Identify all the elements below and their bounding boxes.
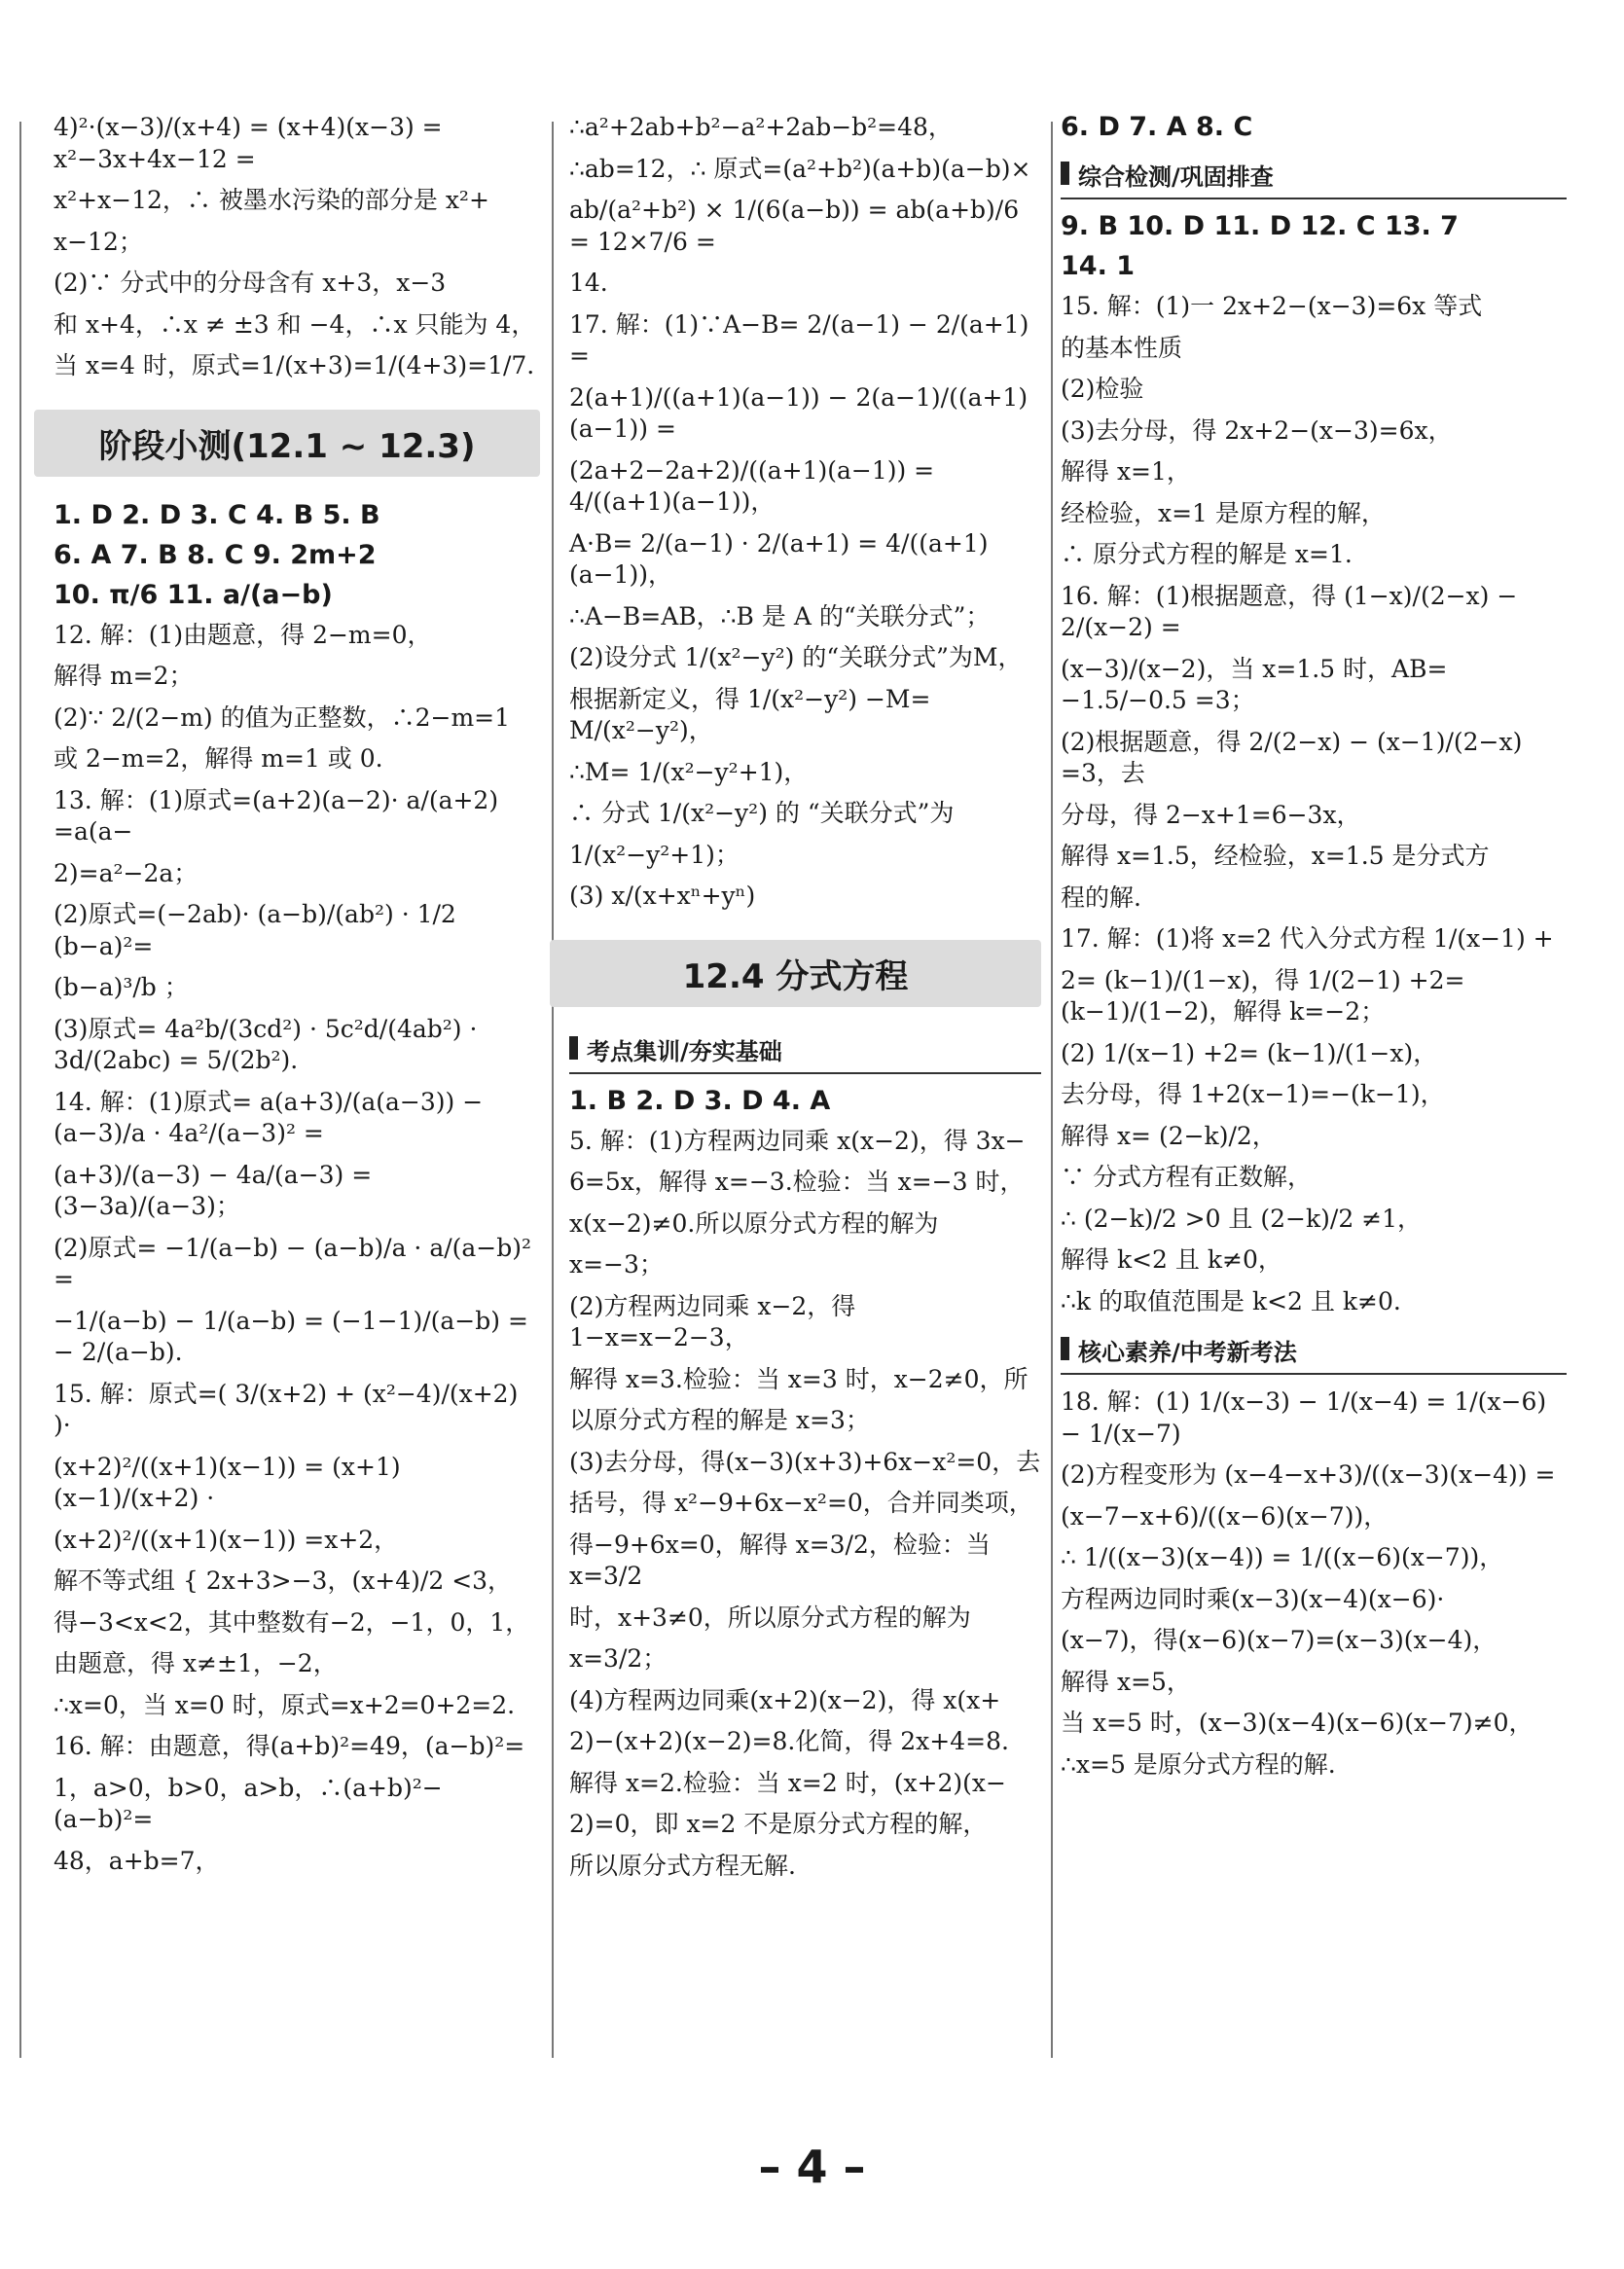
solution-line: ∴x=0，当 x=0 时，原式=x+2=0+2=2. — [54, 1690, 516, 1719]
section-banner-12-4: 12.4 分式方程 — [550, 940, 1041, 1007]
solution-line: 16. 解：(1)根据题意，得 (1−x)/(2−x) − 2/(x−2) = — [1061, 581, 1518, 641]
solution-line: −1/(a−b) − 1/(a−b) = (−1−1)/(a−b) = − 2/(a−b). — [54, 1306, 528, 1366]
solution-line: 2)=a²−2a； — [54, 858, 198, 887]
solution-line: ∴M= 1/(x²−y²+1)， — [569, 757, 809, 786]
subhead-comprehensive: 综合检测/巩固排查 — [1061, 156, 1567, 199]
solution-line: 时，x+3≠0，所以原分式方程的解为 — [569, 1603, 971, 1632]
solution-line: (2)方程两边同乘 x−2，得 1−x=x−2−3， — [569, 1291, 856, 1351]
solution-line: 14. — [569, 269, 608, 297]
solution-line: 经检验，x=1 是原方程的解， — [1061, 498, 1386, 527]
solution-line: (2)∵ 分式中的分母含有 x+3，x−3 — [54, 269, 447, 297]
solution-line: 1，a>0，b>0，a>b，∴(a+b)²−(a−b)²= — [54, 1773, 443, 1833]
solution-line: x−12； — [54, 227, 143, 256]
solution-line: 4)²·(x−3)/(x+4) = (x+4)(x−3) = x²−3x+4x−12 = — [54, 113, 443, 173]
section-banner-stage-quiz: 阶段小测(12.1 ~ 12.3) — [34, 410, 540, 477]
solution-line: (a+3)/(a−3) − 4a/(a−3) = (3−3a)/(a−3)； — [54, 1160, 373, 1220]
column-1 — [54, 112, 540, 2058]
solution-line: 解得 x=5， — [1061, 1667, 1191, 1696]
solution-line: 程的解. — [1061, 882, 1141, 912]
column-divider-2 — [1051, 122, 1053, 2058]
col1-solutions-top — [54, 112, 540, 382]
solution-line: 5. 解：(1)方程两边同乘 x(x−2)，得 3x− — [569, 1126, 1026, 1155]
solution-line: (4)方程两边同乘(x+2)(x−2)，得 x(x+ — [569, 1685, 1001, 1714]
solution-line: 由题意，得 x≠±1，−2， — [54, 1649, 338, 1677]
solution-line: x=3/2； — [569, 1644, 668, 1673]
solution-line: 根据新定义，得 1/(x²−y²) −M= M/(x²−y²)， — [569, 684, 931, 744]
solution-line: (2) 1/(x−1) +2= (k−1)/(1−x)， — [1061, 1038, 1438, 1067]
answers-row-6-8: 6. D 7. A 8. C — [1061, 112, 1253, 142]
solution-line: 以原分式方程的解是 x=3； — [569, 1406, 870, 1434]
solution-line: A·B= 2/(a−1) · 2/(a+1) = 4/((a+1)(a−1))， — [569, 528, 989, 589]
solution-line: (x−7−x+6)/((x−6)(x−7))， — [1061, 1501, 1389, 1531]
solution-line: x=−3； — [569, 1250, 664, 1279]
column-2 — [569, 112, 1041, 2058]
col2-solutions-top — [569, 112, 1041, 913]
solution-line: x²+x−12，∴ 被墨水污染的部分是 x²+ — [54, 186, 489, 214]
solution-line: (x+2)²/((x+1)(x−1)) = (x+1)(x−1)/(x+2) · — [54, 1452, 401, 1512]
solution-line: 17. 解：(1)∵A−B= 2/(a−1) − 2/(a+1) = — [569, 309, 1029, 370]
column-3 — [1061, 112, 1567, 2058]
solution-line: ∵ 分式方程有正数解， — [1061, 1163, 1312, 1191]
solution-line: (x−7)，得(x−6)(x−7)=(x−3)(x−4)， — [1061, 1626, 1498, 1654]
solution-line: 括号，得 x²−9+6x−x²=0，合并同类项， — [569, 1489, 1033, 1517]
solution-line: 15. 解：(1)一 2x+2−(x−3)=6x 等式 — [1061, 292, 1483, 320]
answers-row-2: 6. A 7. B 8. C 9. 2m+2 — [54, 539, 377, 570]
solution-line: 解得 x=3.检验：当 x=3 时，x−2≠0，所 — [569, 1364, 1029, 1393]
solution-line: 2)−(x+2)(x−2)=8.化简，得 2x+4=8. — [569, 1727, 1009, 1755]
solution-line: ∴a²+2ab+b²−a²+2ab−b²=48， — [569, 113, 953, 141]
solution-line: 2= (k−1)/(1−x)，得 1/(2−1) +2= (k−1)/(1−2)，解得 k=−2； — [1061, 965, 1465, 1026]
solution-line: 去分母，得 1+2(x−1)=−(k−1)， — [1061, 1080, 1445, 1108]
solution-line: ∴ 1/((x−3)(x−4)) = 1/((x−6)(x−7))， — [1061, 1543, 1504, 1571]
solution-line: (2)原式=(−2ab)· (a−b)/(ab²) · 1/2 (b−a)²= — [54, 900, 456, 960]
subhead-basics: 考点集训/夯实基础 — [569, 1030, 1041, 1074]
solution-line: 得−9+6x=0，解得 x=3/2，检验：当 x=3/2 — [569, 1530, 991, 1590]
left-border-rule — [19, 122, 21, 2058]
solution-line: 和 x+4，∴x ≠ ±3 和 −4，∴x 只能为 4， — [54, 309, 536, 339]
page-number: – 4 – — [758, 2141, 866, 2193]
solution-line: (2)根据题意，得 2/(2−x) − (x−1)/(2−x) =3，去 — [1061, 727, 1523, 787]
solution-line: ∴ab=12，∴ 原式=(a²+b²)(a+b)(a−b)× — [569, 154, 1031, 183]
col2-solutions-bottom — [569, 1126, 1041, 1883]
solution-line: 2(a+1)/((a+1)(a−1)) − 2(a−1)/((a+1)(a−1)) = — [569, 382, 1029, 443]
solution-line: 分母，得 2−x+1=6−3x， — [1061, 800, 1361, 829]
solution-line: (2)原式= −1/(a−b) − (a−b)/a · a/(a−b)² = — [54, 1233, 532, 1293]
col1-solutions-bottom — [54, 620, 540, 1878]
solution-line: (x−3)/(x−2)，当 x=1.5 时，AB= −1.5/−0.5 =3； — [1061, 654, 1448, 714]
solution-line: ∴x=5 是原分式方程的解. — [1061, 1749, 1336, 1779]
solution-line: (2)∵ 2/(2−m) 的值为正整数，∴2−m=1 — [54, 702, 511, 732]
solution-line: 16. 解：由题意，得(a+b)²=49，(a−b)²= — [54, 1732, 525, 1760]
solution-line: (b−a)³/b ； — [54, 973, 189, 1001]
solution-line: ∴ 原分式方程的解是 x=1. — [1061, 540, 1353, 568]
solution-line: 所以原分式方程无解. — [569, 1851, 796, 1880]
col3-solutions-bottom — [1061, 1387, 1567, 1781]
solution-line: (3)原式= 4a²b/(3cd²) · 5c²d/(4ab²) · 3d/(2abc) = 5/(2b²). — [54, 1014, 478, 1074]
solution-line: 得−3<x<2，其中整数有−2，−1，0，1， — [54, 1607, 530, 1637]
answers-row-basics: 1. B 2. D 3. D 4. A — [569, 1085, 831, 1116]
solution-line: (3)去分母，得 2x+2−(x−3)=6x， — [1061, 415, 1453, 445]
solution-line: (x+2)²/((x+1)(x−1)) =x+2， — [54, 1525, 399, 1554]
subhead-core-literacy: 核心素养/中考新考法 — [1061, 1331, 1567, 1375]
solution-line: (2)检验 — [1061, 375, 1144, 403]
col3-solutions-top — [1061, 291, 1567, 1317]
answers-row-3: 10. π/6 11. a/(a−b) — [54, 579, 333, 610]
solution-line: 15. 解：原式=( 3/(x+2) + (x²−4)/(x+2) )· — [54, 1379, 519, 1439]
solution-line: 当 x=5 时，(x−3)(x−4)(x−6)(x−7)≠0， — [1061, 1709, 1534, 1737]
solution-line: 解得 x=1.5，经检验，x=1.5 是分式方 — [1061, 842, 1490, 870]
solution-line: 解得 x= (2−k)/2， — [1061, 1121, 1277, 1150]
solution-line: ∴ 分式 1/(x²−y²) 的 “关联分式”为 — [569, 799, 955, 827]
solution-line: 17. 解：(1)将 x=2 代入分式方程 1/(x−1) + — [1061, 924, 1554, 953]
column-divider-1 — [552, 122, 554, 2058]
solution-line: 13. 解：(1)原式=(a+2)(a−2)· a/(a+2) =a(a− — [54, 785, 499, 846]
solution-line: 1/(x²−y²+1)； — [569, 840, 740, 869]
solution-line: 的基本性质 — [1061, 333, 1183, 362]
solution-line: 12. 解：(1)由题意，得 2−m=0， — [54, 620, 432, 649]
solution-line: 2)=0，即 x=2 不是原分式方程的解， — [569, 1810, 988, 1838]
solution-line: 解不等式组 { 2x+3>−3，(x+4)/2 <3， — [54, 1567, 513, 1595]
solution-line: 18. 解：(1) 1/(x−3) − 1/(x−4) = 1/(x−6) − 1/(x−7) — [1061, 1387, 1547, 1448]
answers-row-1: 1. D 2. D 3. C 4. B 5. B — [54, 499, 380, 530]
answers-row-14: 14. 1 — [1061, 251, 1136, 281]
solution-line: 解得 x=2.检验：当 x=2 时，(x+2)(x− — [569, 1768, 1006, 1797]
solution-line: 48，a+b=7， — [54, 1846, 220, 1875]
solution-line: 解得 m=2； — [54, 662, 194, 690]
solution-line: x(x−2)≠0.所以原分式方程的解为 — [569, 1208, 939, 1238]
solution-line: 解得 k<2 且 k≠0， — [1061, 1245, 1282, 1274]
solution-line: 6=5x，解得 x=−3.检验：当 x=−3 时， — [569, 1168, 1025, 1196]
solution-line: 解得 x=1， — [1061, 457, 1191, 486]
solution-line: ab/(a²+b²) × 1/(6(a−b)) = ab(a+b)/6 = 12×7/6 = — [569, 196, 1020, 256]
solution-line: ∴k 的取值范围是 k<2 且 k≠0. — [1061, 1286, 1401, 1315]
answers-row-9-13: 9. B 10. D 11. D 12. C 13. 7 — [1061, 211, 1459, 241]
solution-line: 14. 解：(1)原式= a(a+3)/(a(a−3)) − (a−3)/a · 4a²/(a−3)² = — [54, 1087, 484, 1147]
solution-line: (2a+2−2a+2)/((a+1)(a−1)) = 4/((a+1)(a−1))， — [569, 455, 935, 516]
solution-line: (3)去分母，得(x−3)(x+3)+6x−x²=0，去 — [569, 1447, 1041, 1476]
solution-line: 当 x=4 时，原式=1/(x+3)=1/(4+3)=1/7. — [54, 351, 535, 379]
solution-line: (2)设分式 1/(x²−y²) 的“关联分式”为M， — [569, 643, 1023, 671]
solution-line: ∴ (2−k)/2 >0 且 (2−k)/2 ≠1， — [1061, 1204, 1423, 1233]
solution-line: (2)方程变形为 (x−4−x+3)/((x−3)(x−4)) = — [1061, 1460, 1556, 1489]
solution-line: 方程两边同时乘(x−3)(x−4)(x−6)· — [1061, 1584, 1445, 1613]
solution-line: (3) x/(x+xⁿ+yⁿ) — [569, 882, 756, 910]
solution-line: ∴A−B=AB，∴B 是 A 的“关联分式”； — [569, 601, 991, 630]
solution-line: 或 2−m=2，解得 m=1 或 0. — [54, 744, 383, 773]
